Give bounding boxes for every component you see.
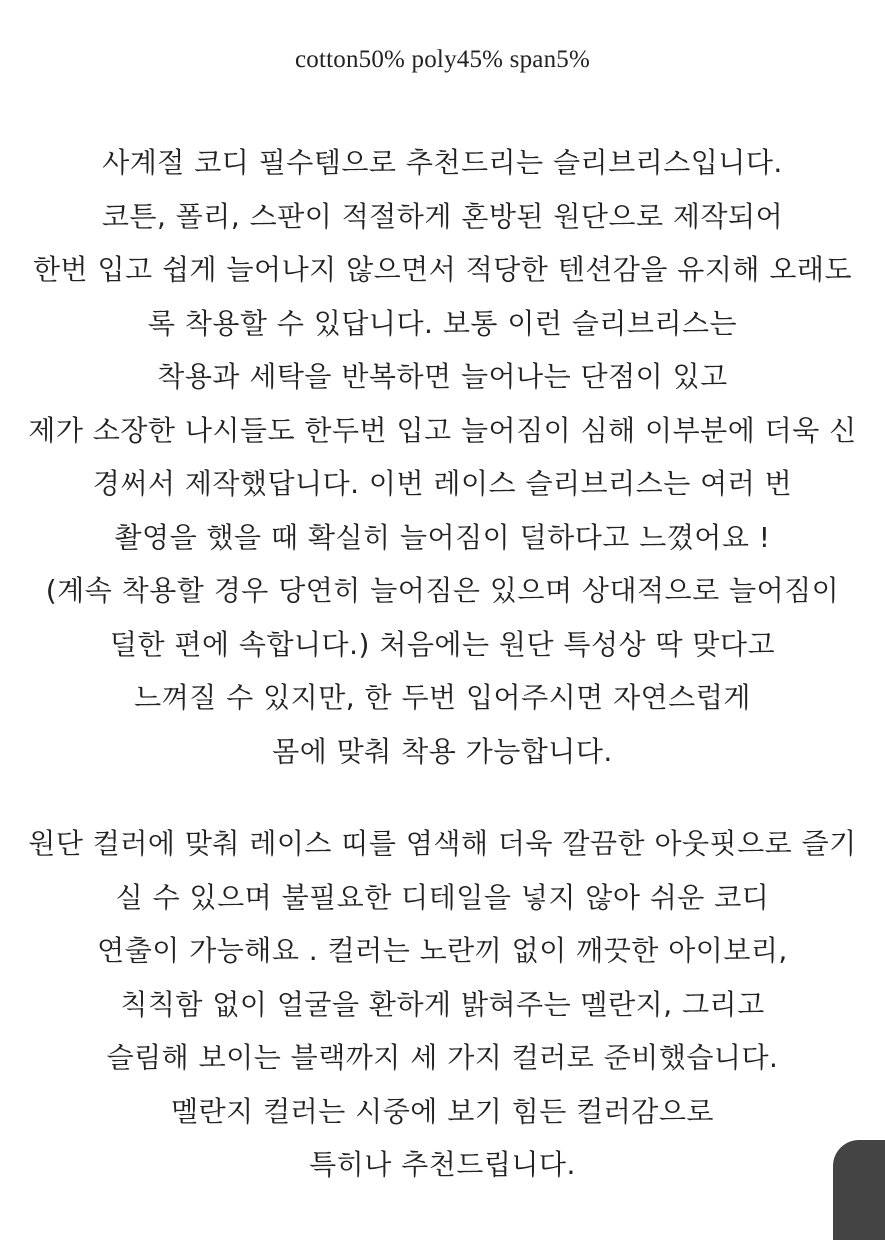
- text-line: 제가 소장한 나시들도 한두번 입고 늘어짐이 심해 이부분에 더욱 신: [28, 413, 857, 447]
- description-paragraph-1: [0, 136, 885, 778]
- text-line: 착용과 세탁을 반복하면 늘어나는 단점이 있고: [157, 360, 728, 393]
- text-line: 덜한 편에 속합니다.) 처음에는 원단 특성상 딱 맞다고: [109, 627, 776, 661]
- floating-button[interactable]: [833, 1140, 885, 1240]
- fabric-composition: [0, 36, 885, 84]
- text-line: 연출이 가능해요 . 컬러는 노란끼 없이 깨끗한 아이보리,: [97, 934, 788, 967]
- text-line: 록 착용할 수 있답니다. 보통 이런 슬리브리스는: [147, 306, 738, 340]
- description-paragraph-2: [0, 817, 885, 1192]
- text-line: 원단 컬러에 맞춰 레이스 띠를 염색해 더욱 깔끔한 아웃핏으로 즐기: [28, 827, 857, 860]
- text-line: (계속 착용할 경우 당연히 늘어짐은 있으며 상대적으로 늘어짐이: [45, 574, 840, 607]
- text-line: 실 수 있으며 불필요한 디테일을 넣지 않아 쉬운 코디: [115, 880, 770, 914]
- text-line: 슬림해 보이는 블랙까지 세 가지 컬러로 준비했습니다.: [106, 1041, 779, 1074]
- text-line: 경써서 제작했답니다. 이번 레이스 슬리브리스는 여러 번: [92, 467, 793, 500]
- text-line: 칙칙함 없이 얼굴을 환하게 밝혀주는 멜란지, 그리고: [120, 987, 765, 1021]
- text-line: 한번 입고 쉽게 늘어나지 않으면서 적당한 텐션감을 유지해 오래도: [32, 253, 852, 286]
- text-line: 몸에 맞춰 착용 가능합니다.: [272, 734, 613, 768]
- text-line: 촬영을 했을 때 확실히 늘어짐이 덜하다고 느꼈어요 !: [114, 520, 771, 554]
- text-line: 코튼, 폴리, 스판이 적절하게 혼방된 원단으로 제작되어: [101, 199, 784, 233]
- text-line: 멜란지 컬러는 시중에 보기 힘든 컬러감으로: [171, 1094, 714, 1128]
- text-line: 느껴질 수 있지만, 한 두번 입어주시면 자연스럽게: [134, 681, 751, 714]
- text-line: 사계절 코디 필수템으로 추천드리는 슬리브리스입니다.: [102, 146, 783, 179]
- text-line: 특히나 추천드립니다.: [309, 1148, 576, 1181]
- fabric-composition-text: cotton50% poly45% span5%: [294, 46, 591, 73]
